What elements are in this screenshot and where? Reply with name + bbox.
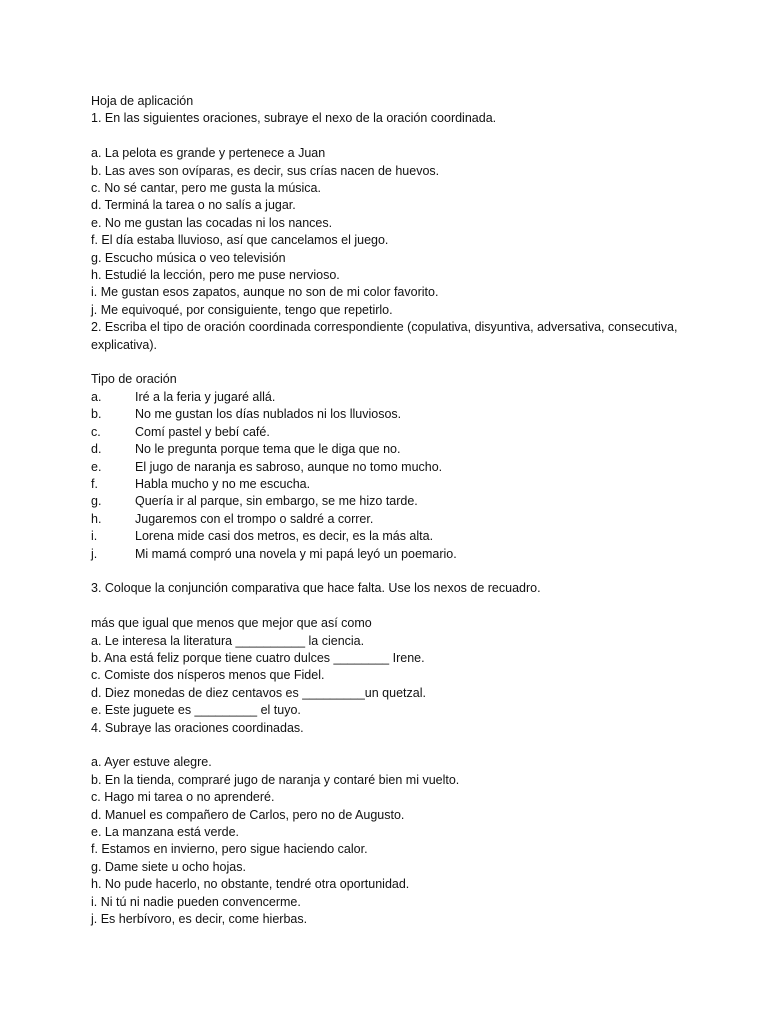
section4-item-h: h. No pude hacerlo, no obstante, tendré otra oportunidad. — [91, 877, 410, 892]
item-text: Mi mamá compró una novela y mi papá leyó un poemario. — [135, 546, 457, 561]
item-text: Lorena mide casi dos metros, es decir, es la más alta. — [135, 529, 434, 544]
section1-item-b: b. Las aves son ovíparas, es decir, sus crías nacen de huevos. — [91, 163, 440, 178]
section2-instruction: 2. Escriba el tipo de oración coordinada correspondiente (copulativa, disyuntiva, adversativa, consecutiva, explicativa). — [91, 320, 681, 352]
item-text: Habla mucho y no me escucha. — [135, 476, 311, 491]
section4-item-g: g. Dame siete u ocho hojas. — [91, 859, 246, 874]
section3-item-e: e. Este juguete es _________ el tuyo. — [91, 703, 301, 718]
section2-item — [91, 493, 731, 510]
section2-item — [91, 476, 731, 493]
section1-item-c: c. No sé cantar, pero me gusta la música. — [91, 181, 321, 196]
item-label: g. — [91, 494, 102, 509]
spacer — [91, 563, 731, 580]
section1-item-h: h. Estudié la lección, pero me puse nervioso. — [91, 268, 340, 283]
spacer — [91, 598, 731, 615]
section4-item-f: f. Estamos en invierno, pero sigue haciendo calor. — [91, 842, 368, 857]
item-label: j. — [91, 546, 98, 561]
item-label: f. — [91, 476, 98, 491]
section2-item — [91, 406, 731, 423]
item-label: i. — [91, 529, 98, 544]
section4-instruction: 4. Subraye las oraciones coordinadas. — [91, 720, 304, 735]
spacer — [91, 128, 731, 145]
section2-item — [91, 459, 731, 476]
item-text: No le pregunta porque tema que le diga que no. — [135, 442, 401, 457]
section4-item-a: a. Ayer estuve alegre. — [91, 755, 212, 770]
item-text: Quería ir al parque, sin embargo, se me hizo tarde. — [135, 494, 418, 509]
section4-item-d: d. Manuel es compañero de Carlos, pero no de Augusto. — [91, 807, 405, 822]
section4-item-j: j. Es herbívoro, es decir, come hierbas. — [91, 912, 308, 927]
section4-item-c: c. Hago mi tarea o no aprenderé. — [91, 790, 275, 805]
section4-item-e: e. La manzana está verde. — [91, 824, 240, 839]
item-text: No me gustan los días nublados ni los lluviosos. — [135, 407, 402, 422]
section4-item-b: b. En la tienda, compraré jugo de naranja y contaré bien mi vuelto. — [91, 772, 460, 787]
section2-item — [91, 424, 731, 441]
section3-instruction: 3. Coloque la conjunción comparativa que hace falta. Use los nexos de recuadro. — [91, 581, 541, 596]
section1-item-f: f. El día estaba lluvioso, así que cancelamos el juego. — [91, 233, 389, 248]
item-text: Jugaremos con el trompo o saldré a correr. — [135, 511, 374, 526]
page-title: Hoja de aplicación — [91, 94, 194, 108]
section3-item-c: c. Comiste dos nísperos menos que Fidel. — [91, 668, 325, 683]
section2-item — [91, 389, 731, 406]
item-label: a. — [91, 389, 102, 404]
item-label: c. — [91, 424, 101, 439]
item-text: Comí pastel y bebí café. — [135, 424, 270, 439]
item-label: e. — [91, 459, 102, 474]
spacer — [91, 737, 731, 754]
section1-instruction: 1. En las siguientes oraciones, subraye el nexo de la oración coordinada. — [91, 111, 497, 126]
item-text: El jugo de naranja es sabroso, aunque no tomo mucho. — [135, 459, 443, 474]
worksheet — [91, 93, 731, 928]
section2-header: Tipo de oración — [91, 372, 177, 387]
section1-item-e: e. No me gustan las cocadas ni los nances. — [91, 215, 333, 230]
section4-item-i: i. Ni tú ni nadie pueden convencerme. — [91, 894, 301, 909]
section3-item-b: b. Ana está feliz porque tiene cuatro dulces ________ Irene. — [91, 650, 425, 665]
item-label: h. — [91, 511, 102, 526]
section2-item — [91, 511, 731, 528]
item-text: Iré a la feria y jugaré allá. — [135, 389, 276, 404]
section3-item-a: a. Le interesa la literatura __________ la ciencia. — [91, 633, 365, 648]
section1-item-a: a. La pelota es grande y pertenece a Juan — [91, 146, 326, 161]
spacer — [91, 354, 731, 371]
section1-item-d: d. Terminá la tarea o no salís a jugar. — [91, 198, 296, 213]
item-label: d. — [91, 442, 102, 457]
section2-item — [91, 441, 731, 458]
section1-item-j: j. Me equivoqué, por consiguiente, tengo que repetirlo. — [91, 302, 393, 317]
section2-item — [91, 528, 731, 545]
section1-item-g: g. Escucho música o veo televisión — [91, 250, 286, 265]
section2-item — [91, 546, 731, 563]
section3-item-d: d. Diez monedas de diez centavos es _________un quetzal. — [91, 685, 426, 700]
section3-nexos-box: más que igual que menos que mejor que así como — [91, 616, 372, 631]
section1-item-i: i. Me gustan esos zapatos, aunque no son de mi color favorito. — [91, 285, 439, 300]
item-label: b. — [91, 407, 102, 422]
